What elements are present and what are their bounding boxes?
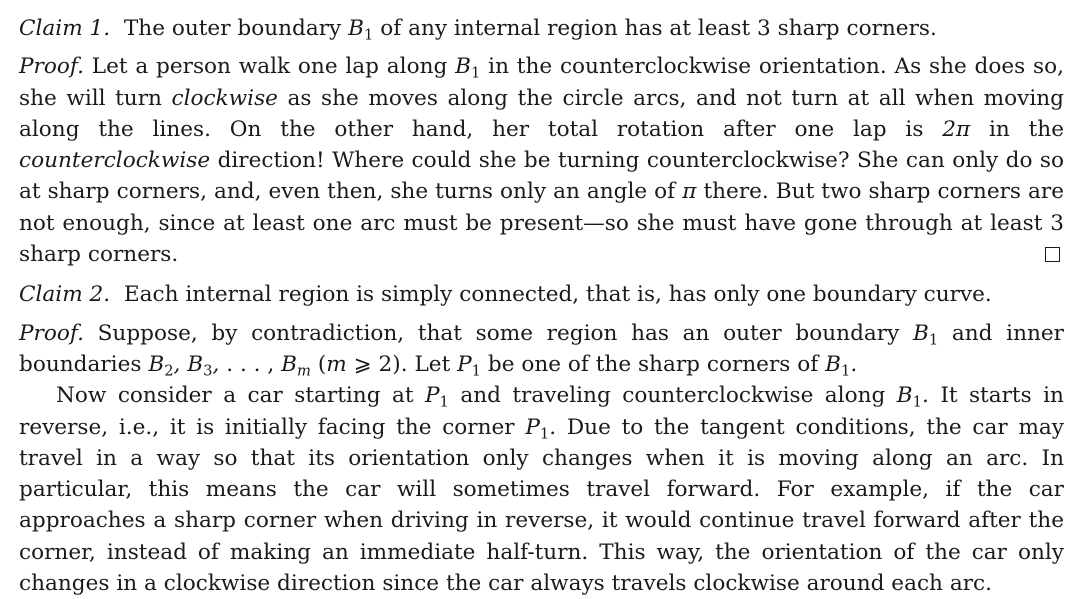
proof-1-label: Proof.	[19, 54, 84, 80]
math-pi: π	[682, 179, 697, 205]
emphasis-counterclockwise: counterclockwise	[19, 148, 211, 174]
proof-2-paragraph-2: Now consider a car starting at $P_1$ and traveling counterclockwise along $B_1$. It starts in reverse, i.e., it is initially facing the corner $P_1$. Due to the tangent conditions, the car may travel in a way so that its orientation only changes when it is moving along an arc. In particular, this means the car will sometimes travel forward. For example, if the car approaches a sharp corner when driving in reverse, it would continue travel forward after the corner, instead of making an immediate half-turn. This way, the orientation of the car only changes in a clockwise direction since the car always travels clockwise around each arc.	[19, 383, 1064, 597]
proof-1: Proof. Let a person walk one lap along $B_1$ in the counterclockwise orientation. As she does so, she will turn clockwise as she moves along the circle arcs, and not turn at all when moving along the lines. On the other hand, her total rotation after one lap is 2π in the counterclockwise direction! Where could she be turning counterclockwise? She can only do so at sharp corners, and, even then, she turns only an angle of π there. But two sharp corners are not enough, since at least one arc must be present—so she must have gone through at least 3 sharp corners.	[19, 54, 1064, 268]
claim-1-text-a: The outer boundary	[123, 16, 342, 41]
claim-1-text-b: of any internal region has at least 3 sharp corners.	[380, 16, 937, 41]
claim-2-label: Claim 2.	[19, 282, 111, 308]
proof-2: Proof. Suppose, by contradiction, that some region has an outer boundary $B_1$ and inner boundaries $B_2$, $B_3$, . . . , $B_m$ (m ⩾ 2). Let $P_1$ be one of the sharp corners of $B_1$.	[19, 320, 1064, 380]
qed-box-icon	[1045, 247, 1060, 262]
claim-1	[19, 13, 1064, 44]
claim-2	[19, 279, 1064, 310]
claim-1-label: Claim 1.	[19, 16, 111, 41]
math-two-pi: 2π	[942, 116, 971, 142]
math-condition: (m ⩾ 2).	[317, 351, 408, 377]
math-b1: $B_1$	[348, 16, 374, 44]
emphasis-clockwise: clockwise	[171, 85, 278, 111]
proof-2-label: Proof.	[19, 320, 84, 346]
claim-2-text: Each internal region is simply connected, that is, has only one boundary curve.	[123, 282, 992, 308]
math-boundary-list: $B_2$, $B_3$, . . . , $B_m$	[148, 351, 311, 380]
math-p1: $P_1$	[457, 351, 481, 380]
